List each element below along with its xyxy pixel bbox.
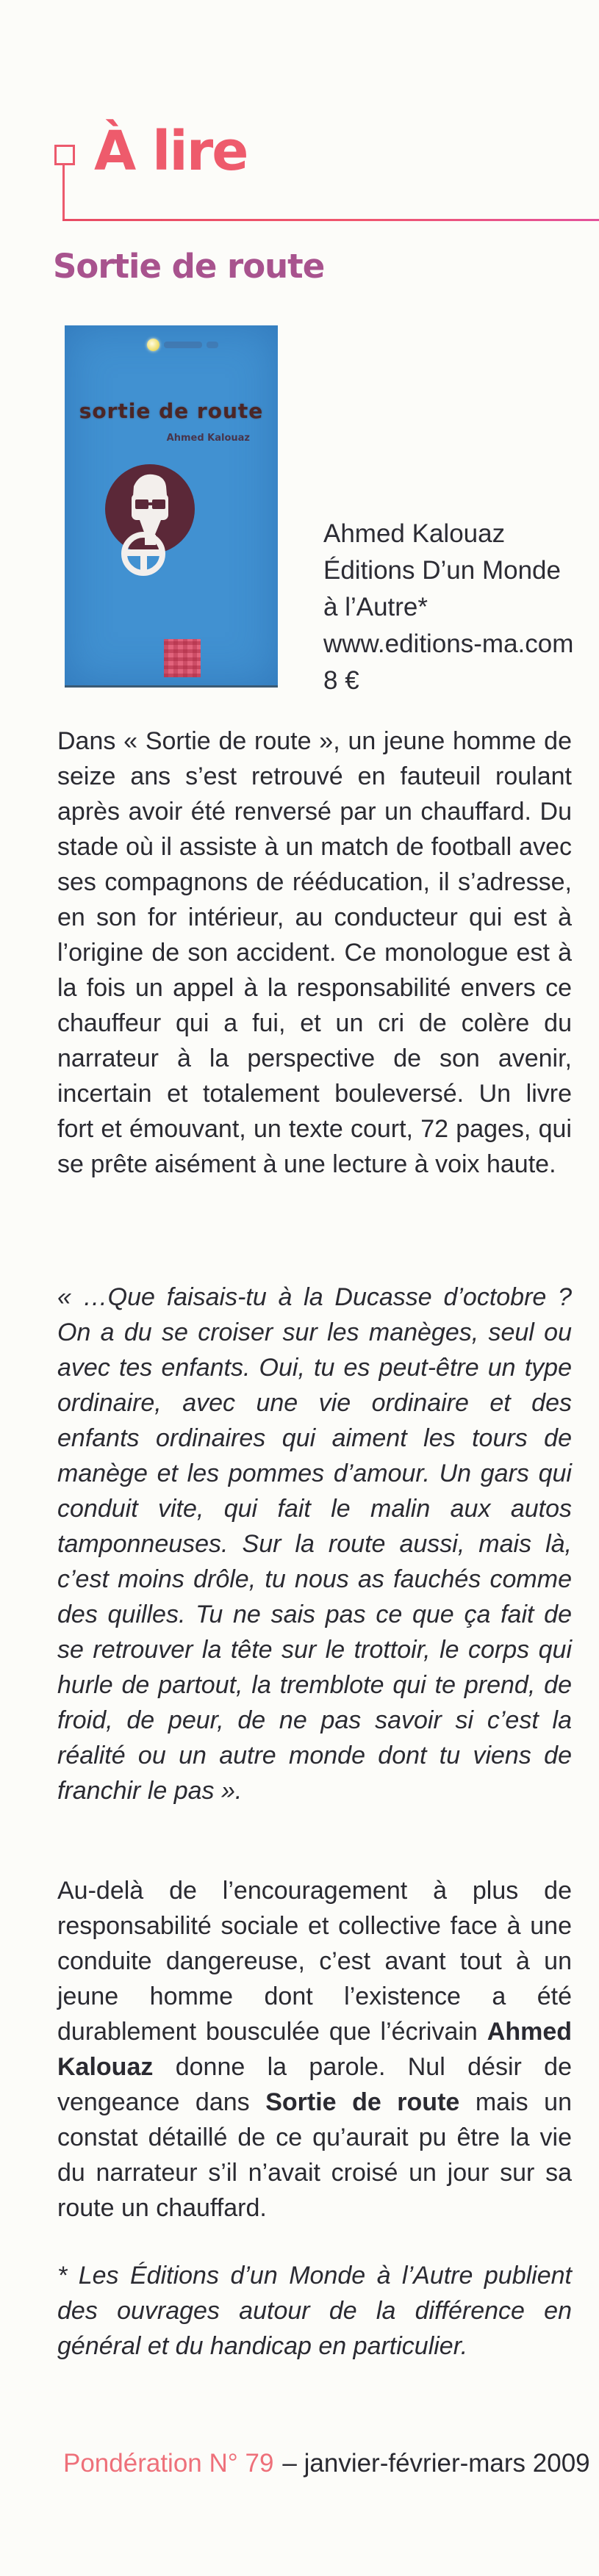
driver-figure-illustration <box>103 461 198 582</box>
publisher-logo-text-blur <box>207 342 218 348</box>
cover-book-author: Ahmed Kalouaz <box>166 433 250 444</box>
book-info <box>323 516 573 699</box>
commentary-text: mais un constat détaillé de ce qu’aurait pu être la vie du narrateur s’il n’avait croisé un jour sur sa route un chauffard. <box>57 2088 573 2222</box>
book-info-publisher: à l’Autre* <box>323 593 428 621</box>
publisher-logo-mark-icon <box>147 339 159 351</box>
book-info-author: Ahmed Kalouaz <box>323 519 506 548</box>
issue-date: – janvier-février-mars 2009 <box>282 2449 590 2478</box>
paragraph-commentary <box>57 1873 572 2226</box>
book-cover-image <box>65 325 278 688</box>
book-info-price: 8 € <box>323 666 359 695</box>
publisher-stamp <box>164 639 201 677</box>
publisher-logo-text-blur <box>164 342 202 348</box>
commentary-text: donne la parole. Nul désir de vengeance dans <box>57 2053 572 2116</box>
section-title: À lire <box>94 120 248 183</box>
decorative-square <box>54 145 75 165</box>
page-footer <box>63 2449 590 2478</box>
book-info-website: www.editions-ma.com <box>323 629 574 658</box>
cover-book-title: sortie de route <box>79 399 264 423</box>
decorative-rule-horizontal <box>62 219 599 221</box>
article-title: Sortie de route <box>53 247 325 286</box>
publisher-logo <box>147 339 218 351</box>
book-info-publisher: Éditions D’un Monde <box>323 556 561 585</box>
commentary-text: Au-delà de l’encouragement à plus de responsabilité sociale et collective face à une conduite dangereuse, c’est avant tout à un jeune homme dont l’existence a été durablement bousculée que l’écrivain <box>57 1877 572 2046</box>
paragraph-summary: Dans « Sortie de route », un jeune homme de seize ans s’est retrouvé en fauteuil roulant après avoir été renversé par un chauffard. Du stade où il assiste à un match de football avec ses compagnons de rééducation, il s’adresse, en son for intérieur, au conducteur qui est à l’origine de son accident. Ce monologue est à la fois un appel à la responsabilité envers ce chauffeur qui a fui, et un cri de colère du narrateur à la perspective de son avenir, incertain et totalement bouleversé. Un livre fort et émouvant, un texte court, 72 pages, qui se prête aisément à une lecture à voix haute. <box>57 727 572 1178</box>
paragraph-book-quote: « …Que faisais-tu à la Ducasse d’octobre ? On a du se croiser sur les manèges, seul ou avec tes enfants. Oui, tu es peut-être un type ordinaire, avec une vie ordinaire et des enfants ordinaires qui aiment les tours de manège et les pommes d’amour. Un gars qui conduit vite, qui fait le malin aux autos tamponneuses. Sur la route aussi, mais là, c’est moins drôle, tu nous as fauchés comme des quilles. Tu ne sais pas ce que ça fait de se retrouver la tête sur le trottoir, le corps qui hurle de partout, la tremblote qui te prend, de froid, de peur, de ne pas savoir si c’est la réalité ou un autre monde dont tu viens de franchir le pas ». <box>57 1283 572 1805</box>
journal-name: Pondération N° 79 <box>63 2449 274 2478</box>
decorative-rule-vertical <box>62 165 65 220</box>
book-title-bold: Sortie de route <box>265 2088 460 2116</box>
footnote: * Les Éditions d’un Monde à l’Autre publient des ouvrages autour de la différence en général et du handicap en particulier. <box>57 2262 572 2360</box>
author-name-bold: Ahmed Kalouaz <box>57 2018 572 2081</box>
